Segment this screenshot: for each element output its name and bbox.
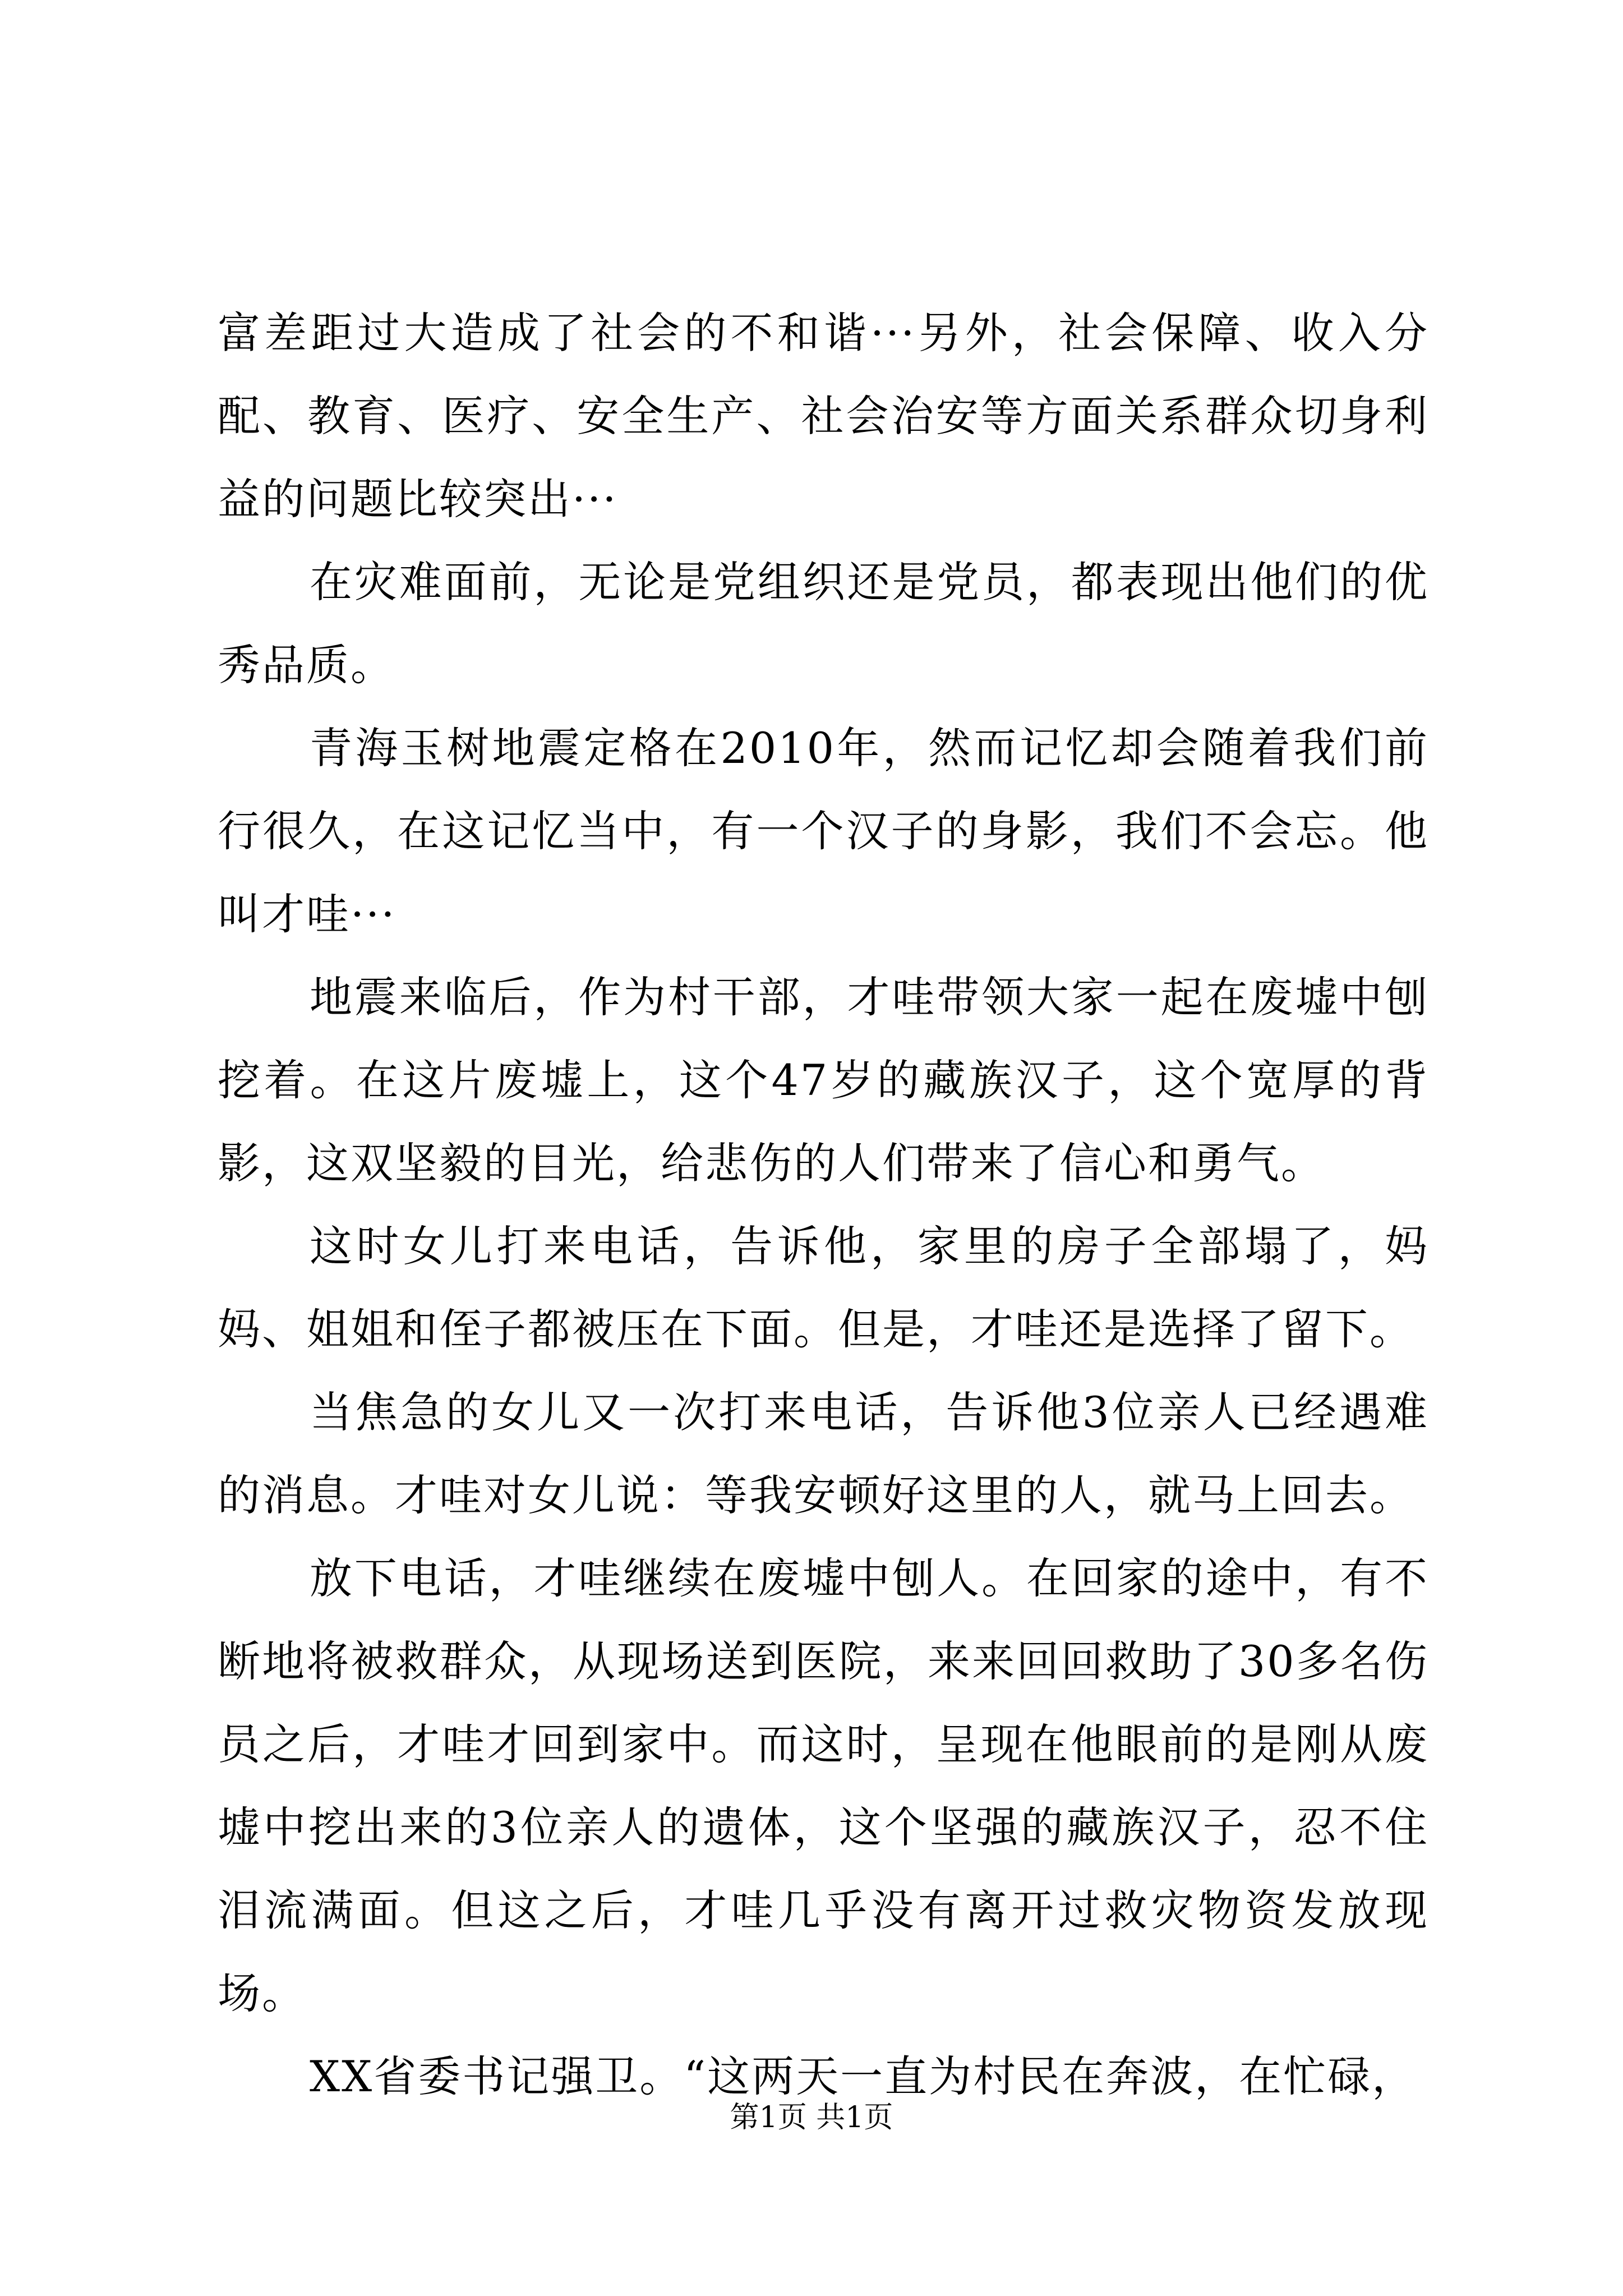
paragraph: 富差距过大造成了社会的不和谐···另外，社会保障、收入分配、教育、医疗、安全生产、社会治安等方面关系群众切身利益的问题比较突出··· [218,308,1429,524]
paragraph: 在灾难面前，无论是党组织还是党员，都表现出他们的优秀品质。 [218,557,1429,690]
paragraph: XX省委书记强卫。“这两天一直为村民在奔波，在忙碌， [310,2051,1417,2101]
paragraph: 当焦急的女儿又一次打来电话，告诉他3位亲人已经遇难的消息。才哇对女儿说：等我安顿好这里的人，就马上回去。 [218,1387,1429,1520]
paragraph: 青海玉树地震定格在2010年，然而记忆却会随着我们前行很久，在这记忆当中，有一个汉子的身影，我们不会忘。他叫才哇··· [218,723,1429,939]
document-body [218,292,1429,2118]
paragraph: 地震来临后，作为村干部，才哇带领大家一起在废墟中刨挖着。在这片废墟上，这个47岁的藏族汉子，这个宽厚的背影，这双坚毅的目光，给悲伤的人们带来了信心和勇气。 [218,972,1429,1188]
paragraph: 这时女儿打来电话，告诉他，家里的房子全部塌了，妈妈、姐姐和侄子都被压在下面。但是，才哇还是选择了留下。 [218,1221,1429,1354]
page-number-label: 第1页 共1页 [730,2101,893,2134]
paragraph: 放下电话，才哇继续在废墟中刨人。在回家的途中，有不断地将被救群众，从现场送到医院，来来回回救助了30多名伤员之后，才哇才回到家中。而这时，呈现在他眼前的是刚从废墟中挖出来的3位亲人的遗体，这个坚强的藏族汉子，忍不住泪流满面。但这之后，才哇几乎没有离开过救灾物资发放现场。 [218,1553,1429,2018]
page-footer [0,2098,1623,2137]
